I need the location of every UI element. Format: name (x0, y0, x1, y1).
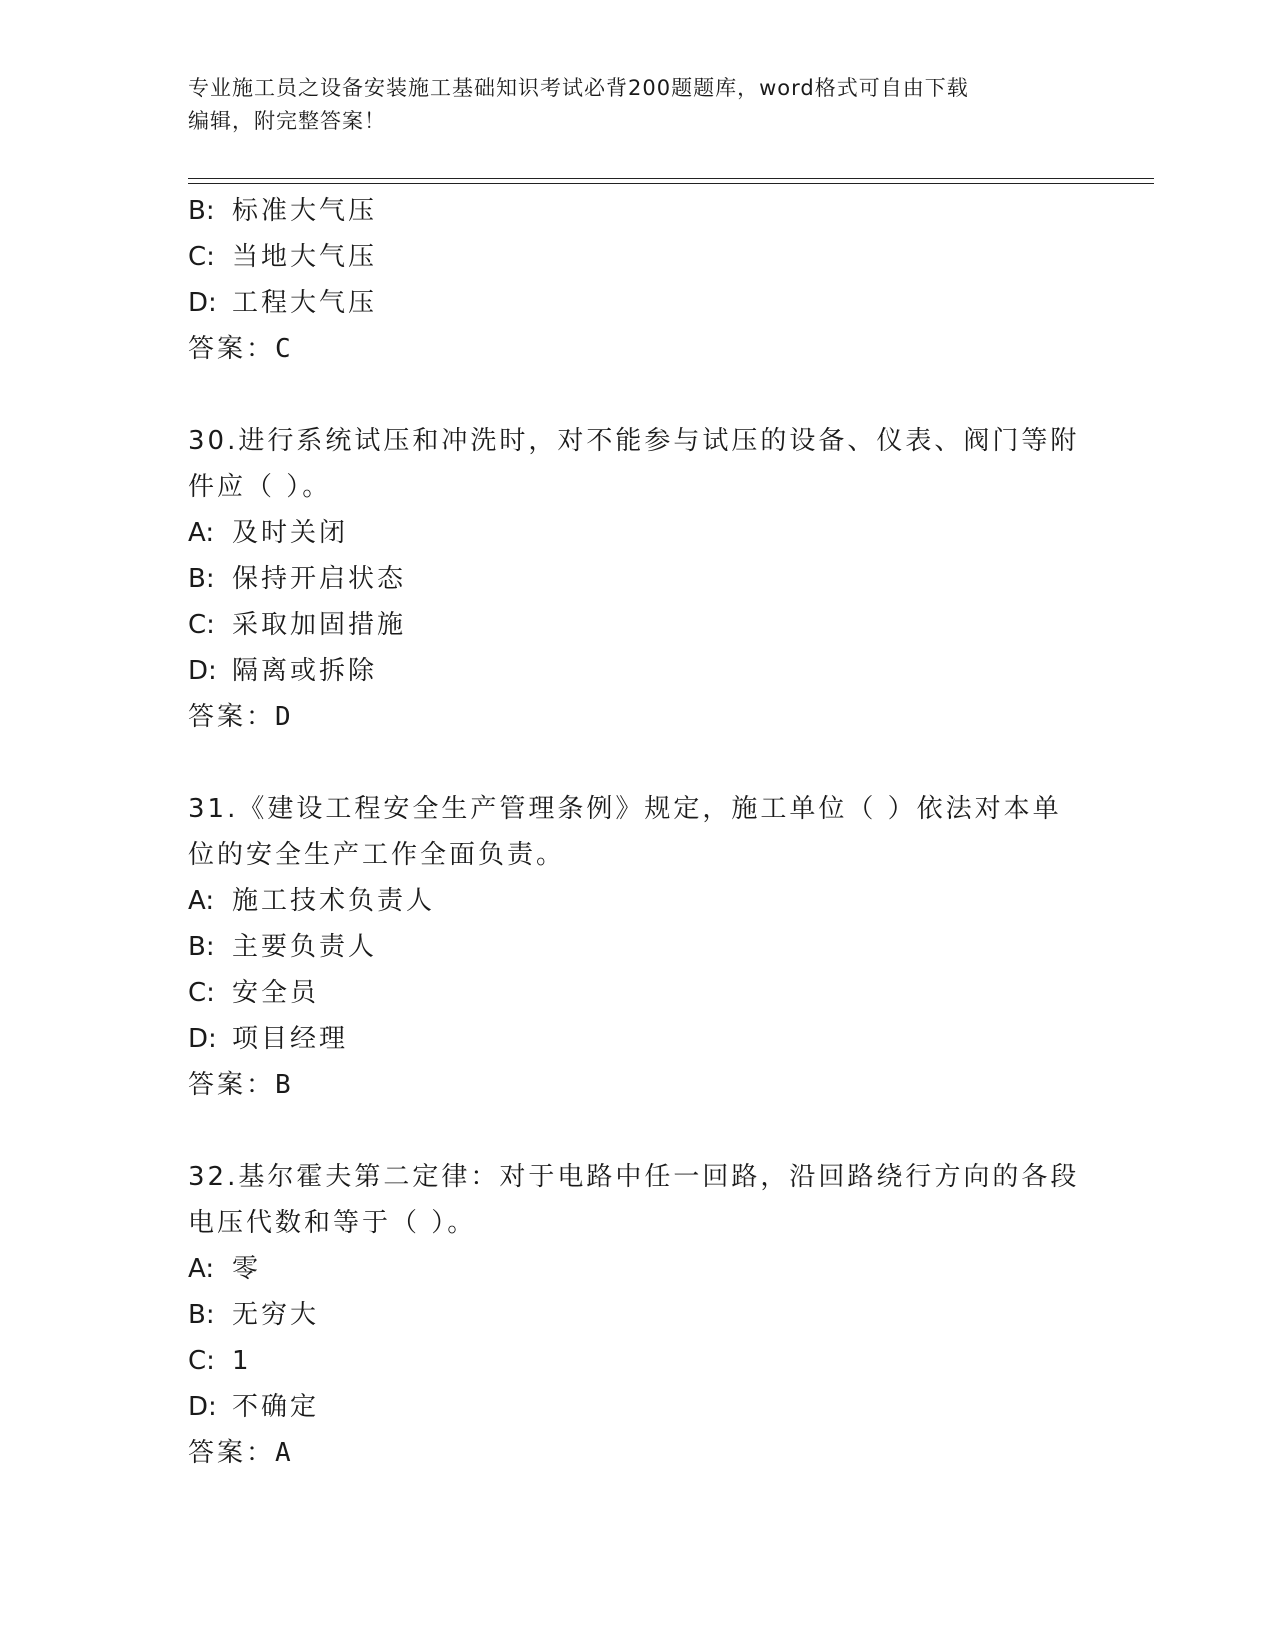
option-a (188, 878, 1088, 924)
option-text: 当地大气压 (232, 242, 378, 272)
option-text: 零 (232, 1254, 262, 1284)
answer-line (188, 1430, 1088, 1476)
page-header (188, 72, 1088, 138)
option-a (188, 510, 1088, 556)
option-letter: A: (188, 1254, 215, 1284)
option-letter: D: (188, 1392, 217, 1422)
option-letter: B: (188, 932, 215, 962)
option-letter: B: (188, 1300, 215, 1330)
answer-value: A (275, 1438, 294, 1468)
question-30 (188, 418, 1088, 740)
option-text: 保持开启状态 (232, 564, 407, 594)
answer-label: 答案： (188, 334, 276, 364)
question-31 (188, 786, 1088, 1108)
answer-line (188, 1062, 1088, 1108)
option-d (188, 1384, 1088, 1430)
option-b (188, 924, 1088, 970)
option-letter: D: (188, 656, 217, 686)
option-text: 1 (232, 1346, 252, 1376)
option-letter: A: (188, 886, 215, 916)
question-stem (188, 786, 1088, 878)
question-stem-line-1: 32.基尔霍夫第二定律：对于电路中任一回路，沿回路绕行方向的各段 (188, 1162, 1080, 1192)
option-c (188, 602, 1088, 648)
option-c (188, 1338, 1088, 1384)
answer-value: C (275, 334, 294, 364)
option-letter: D: (188, 1024, 217, 1054)
option-text: 采取加固措施 (232, 610, 407, 640)
option-letter: C: (188, 978, 215, 1008)
option-text: 及时关闭 (232, 518, 349, 548)
option-d (188, 648, 1088, 694)
option-text: 隔离或拆除 (232, 656, 378, 686)
answer-label: 答案： (188, 702, 276, 732)
option-text: 主要负责人 (232, 932, 378, 962)
answer-line (188, 326, 1088, 372)
option-letter: A: (188, 518, 215, 548)
option-b (188, 556, 1088, 602)
header-title-line-2: 编辑，附完整答案！ (188, 109, 386, 133)
option-c (188, 970, 1088, 1016)
question-stem-line-2: 件应（ ）。 (188, 472, 332, 502)
question-stem-line-2: 电压代数和等于（ ）。 (188, 1208, 477, 1238)
option-b (188, 188, 1088, 234)
question-stem (188, 418, 1088, 510)
option-letter: B: (188, 196, 215, 226)
option-letter: C: (188, 610, 215, 640)
option-text: 施工技术负责人 (232, 886, 436, 916)
question-stem-line-1: 31.《建设工程安全生产管理条例》规定，施工单位（ ）依法对本单 (188, 794, 1062, 824)
answer-line (188, 694, 1088, 740)
option-text: 项目经理 (232, 1024, 349, 1054)
question-list (188, 188, 1088, 1476)
option-text: 标准大气压 (232, 196, 378, 226)
option-c (188, 234, 1088, 280)
option-letter: C: (188, 1346, 215, 1376)
option-letter: B: (188, 564, 215, 594)
option-letter: C: (188, 242, 215, 272)
question-stem (188, 1154, 1088, 1246)
header-divider (188, 178, 1154, 184)
header-title-line-1: 专业施工员之设备安装施工基础知识考试必背200题题库，word格式可自由下载 (188, 76, 969, 100)
option-text: 无穷大 (232, 1300, 320, 1330)
option-a (188, 1246, 1088, 1292)
leading-question (188, 188, 1088, 372)
question-stem-line-1: 30.进行系统试压和冲洗时，对不能参与试压的设备、仪表、阀门等附 (188, 426, 1080, 456)
option-text: 不确定 (232, 1392, 320, 1422)
option-d (188, 280, 1088, 326)
option-text: 工程大气压 (232, 288, 378, 318)
answer-value: B (275, 1070, 294, 1100)
answer-label: 答案： (188, 1438, 276, 1468)
answer-value: D (275, 702, 294, 732)
option-d (188, 1016, 1088, 1062)
option-letter: D: (188, 288, 217, 318)
option-b (188, 1292, 1088, 1338)
answer-label: 答案： (188, 1070, 276, 1100)
question-32 (188, 1154, 1088, 1476)
question-stem-line-2: 位的安全生产工作全面负责。 (188, 840, 566, 870)
option-text: 安全员 (232, 978, 320, 1008)
